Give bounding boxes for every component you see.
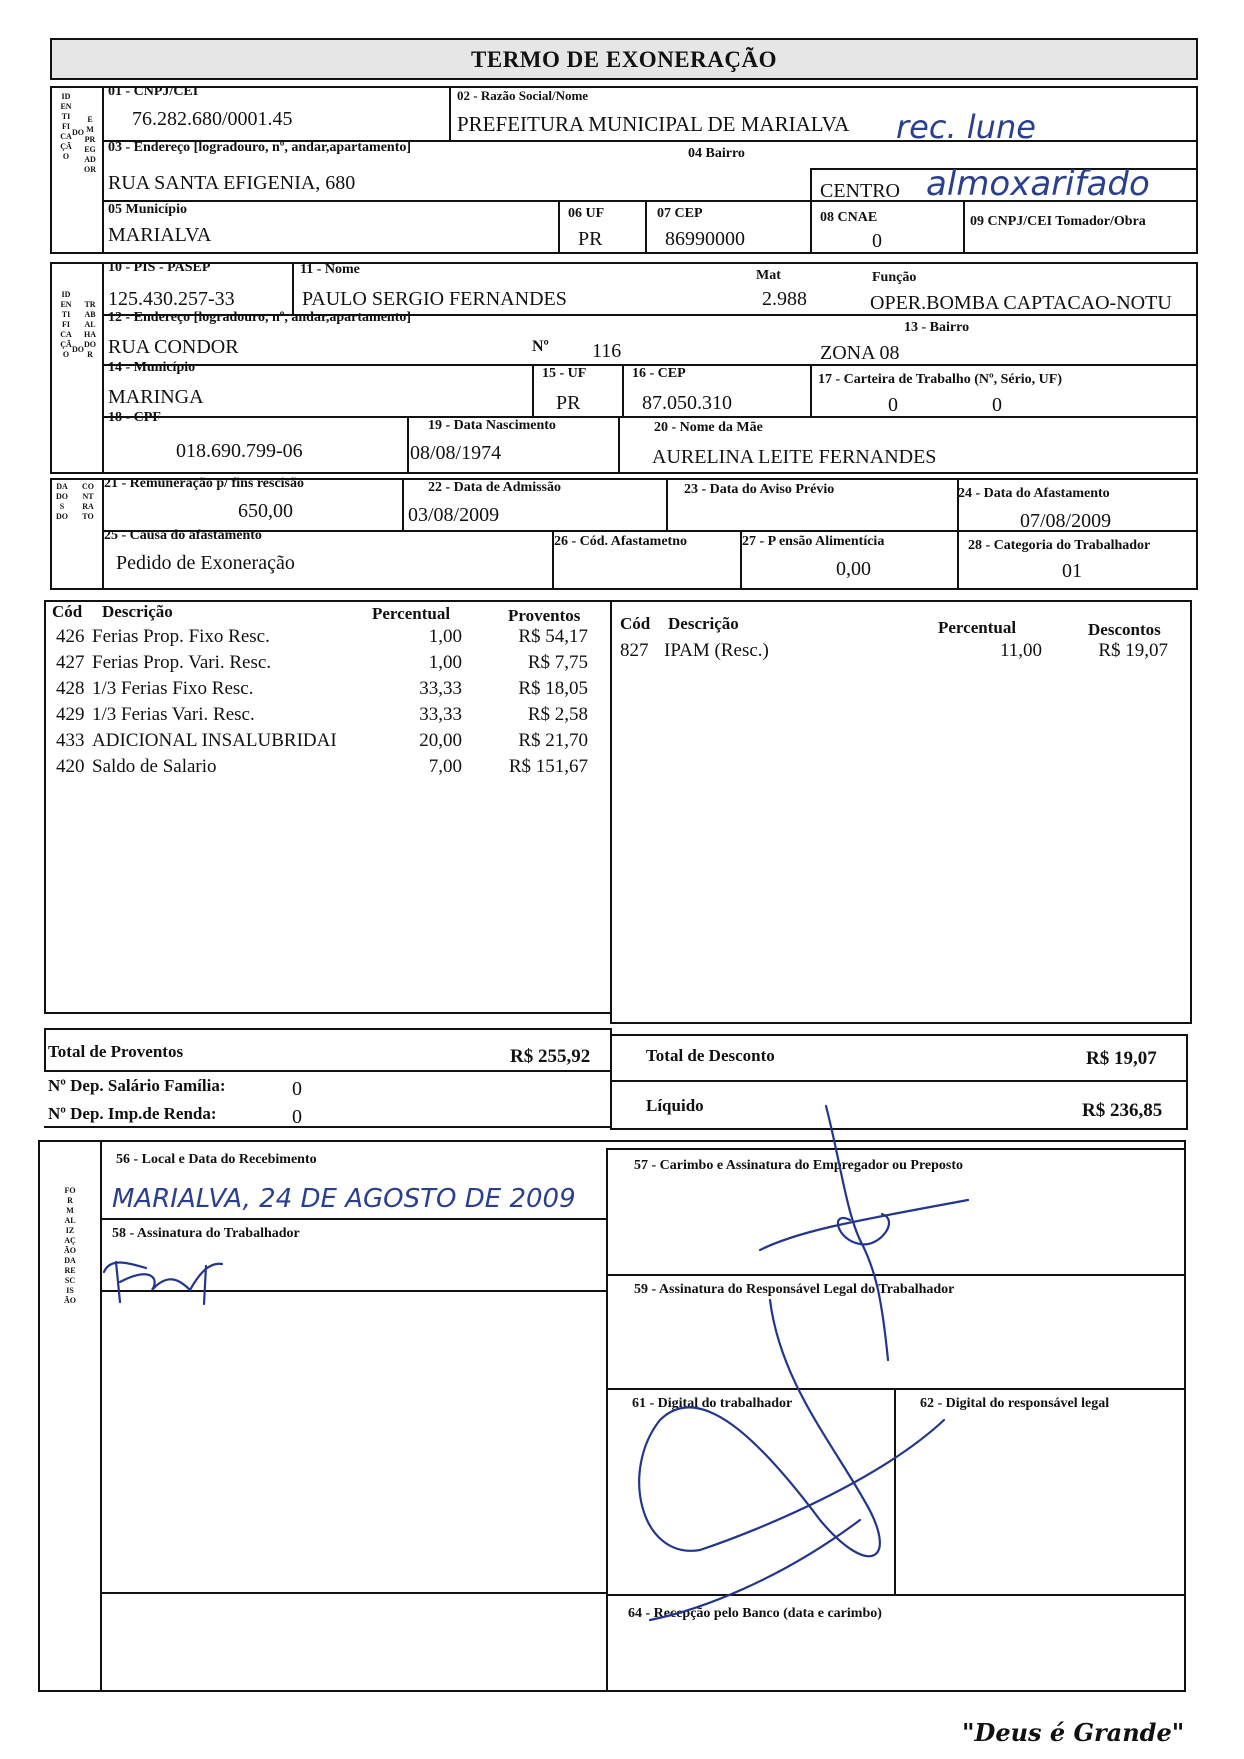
funcao-value: OPER.BOMBA CAPTACAO-NOTU xyxy=(870,292,1172,314)
field-04-label: 04 Bairro xyxy=(688,146,745,161)
earnings-header-cod: Cód xyxy=(52,602,83,621)
total-proventos-label: Total de Proventos xyxy=(48,1042,184,1061)
field-05-value: MARIALVA xyxy=(108,224,212,246)
earnings-row-val: R$ 18,05 xyxy=(518,678,588,699)
worker-side-label-right: TRABALHADOR xyxy=(84,300,96,359)
worker-side-label-left: IDENTIFICAÇÃO xyxy=(60,290,72,359)
earnings-row-perc: 20,00 xyxy=(419,730,462,751)
field-17-label: 17 - Carteira de Trabalho (Nº, Sério, UF) xyxy=(818,372,1063,387)
dep-imp-renda-value: 0 xyxy=(292,1106,302,1128)
field-56-handwriting: MARIALVA, 24 DE AGOSTO DE 2009 xyxy=(112,1184,576,1214)
field-08-value: 0 xyxy=(872,230,882,252)
field-19-label: 19 - Data Nascimento xyxy=(428,418,556,433)
field-64-label: 64 - Recepção pelo Banco (data e carimbo) xyxy=(628,1606,882,1621)
field-07-value: 86990000 xyxy=(665,228,745,250)
field-12-label: 12 - Endereço [logradouro, nº, andar,apartamento] xyxy=(108,310,412,325)
contract-side-label-left: DADOS DO xyxy=(56,482,68,521)
field-23-label: 23 - Data do Aviso Prévio xyxy=(684,482,835,497)
field-10-value: 125.430.257-33 xyxy=(108,288,235,310)
employer-side-label-left: IDENTIFICAÇÃO xyxy=(60,92,72,161)
formalization-section xyxy=(38,1140,1186,1692)
earnings-row-val: R$ 21,70 xyxy=(518,730,588,751)
field-62-label: 62 - Digital do responsável legal xyxy=(920,1396,1110,1411)
deductions-header-cod: Cód xyxy=(620,614,651,633)
field-06-value: PR xyxy=(578,228,603,250)
earnings-row-cod: 429 xyxy=(56,704,85,725)
field-02-value: PREFEITURA MUNICIPAL DE MARIALVA xyxy=(457,112,850,136)
earnings-row-val: R$ 151,67 xyxy=(508,756,588,777)
field-19-value: 08/08/1974 xyxy=(410,442,502,464)
field-22-label: 22 - Data de Admissão xyxy=(428,480,562,495)
field-28-value: 01 xyxy=(1062,560,1082,582)
earnings-row-cod: 433 xyxy=(56,730,85,751)
earnings-header-val: Proventos xyxy=(508,606,581,625)
dep-salario-familia-value: 0 xyxy=(292,1078,302,1100)
deduction-row-cod: 827 xyxy=(620,640,649,661)
employer-side-label-right: EMPREGADOR xyxy=(84,115,96,174)
field-05-label: 05 Município xyxy=(108,202,187,217)
field-02-label: 02 - Razão Social/Nome xyxy=(457,88,589,103)
field-24-label: 24 - Data do Afastamento xyxy=(958,486,1110,501)
field-14-label: 14 - Município xyxy=(108,360,196,375)
earnings-row-desc: 1/3 Ferias Vari. Resc. xyxy=(92,704,255,725)
earnings-row-val: R$ 54,17 xyxy=(518,626,588,647)
number-label: Nº xyxy=(532,338,549,355)
field-17-value-b: 0 xyxy=(992,394,1002,416)
field-13-value: ZONA 08 xyxy=(820,342,900,364)
field-20-label: 20 - Nome da Mãe xyxy=(654,420,763,435)
mat-value: 2.988 xyxy=(762,288,807,310)
field-01-value: 76.282.680/0001.45 xyxy=(132,108,293,130)
deduction-row-desc: IPAM (Resc.) xyxy=(664,640,769,661)
field-61-label: 61 - Digital do trabalhador xyxy=(632,1396,793,1411)
footer-motto: "Deus é Grande" xyxy=(962,1718,1185,1747)
field-21-label: 21 - Remuneração p/ fins rescisão xyxy=(104,476,304,491)
field-26-label: 26 - Cód. Afastametno xyxy=(554,534,687,549)
field-25-label: 25 - Causa do afastamento xyxy=(104,528,262,543)
field-12-value: RUA CONDOR xyxy=(108,336,239,358)
total-desconto-value: R$ 19,07 xyxy=(1086,1048,1157,1069)
field-20-value: AURELINA LEITE FERNANDES xyxy=(652,446,937,468)
deductions-header-val: Descontos xyxy=(1088,620,1161,639)
earnings-row-desc: ADICIONAL INSALUBRIDAI xyxy=(92,730,337,751)
field-56-label: 56 - Local e Data do Recebimento xyxy=(116,1152,317,1167)
field-59-label: 59 - Assinatura do Responsável Legal do Trabalhador xyxy=(634,1282,955,1297)
formalization-side-label: FORMALIZAÇÃO DA RESCISÃO xyxy=(64,1186,76,1305)
field-16-label: 16 - CEP xyxy=(632,366,686,381)
field-25-value: Pedido de Exoneração xyxy=(116,552,295,574)
document-title: TERMO DE EXONERAÇÃO xyxy=(50,38,1198,80)
field-58-label: 58 - Assinatura do Trabalhador xyxy=(112,1226,300,1241)
earnings-header-desc: Descrição xyxy=(102,602,173,621)
field-13-label: 13 - Bairro xyxy=(904,320,970,335)
earnings-row-cod: 428 xyxy=(56,678,85,699)
liquido-label: Líquido xyxy=(646,1096,704,1115)
field-03-label: 03 - Endereço [logradouro, nº, andar,apartamento] xyxy=(108,140,412,155)
field-17-value-a: 0 xyxy=(888,394,898,416)
earnings-row-desc: Ferias Prop. Vari. Resc. xyxy=(92,652,272,673)
earnings-row-desc: 1/3 Ferias Fixo Resc. xyxy=(92,678,254,699)
field-24-value: 07/08/2009 xyxy=(1020,510,1112,532)
field-04-value: CENTRO xyxy=(820,180,900,202)
employer-side-label-do: DO xyxy=(72,128,84,137)
contract-side-label-right: CONTRATO xyxy=(82,482,94,521)
field-15-value: PR xyxy=(556,392,581,414)
field-11-value: PAULO SERGIO FERNANDES xyxy=(302,288,567,310)
field-10-label: 10 - PIS - PASEP xyxy=(108,260,211,275)
mat-label: Mat xyxy=(756,268,781,283)
field-09-label: 09 CNPJ/CEI Tomador/Obra xyxy=(970,214,1146,229)
field-18-label: 18 - CPF xyxy=(108,410,161,425)
annotation-rec-line: rec. lune xyxy=(896,108,1036,146)
field-08-label: 08 CNAE xyxy=(820,210,878,225)
earnings-header-perc: Percentual xyxy=(372,604,451,623)
deductions-header-desc: Descrição xyxy=(668,614,739,633)
field-11-label: 11 - Nome xyxy=(300,262,360,277)
dep-salario-familia-label: Nº Dep. Salário Família: xyxy=(48,1076,226,1095)
earnings-row-perc: 33,33 xyxy=(419,678,462,699)
deductions-table xyxy=(610,600,1192,1024)
total-desconto-label: Total de Desconto xyxy=(646,1046,775,1065)
dep-imp-renda-label: Nº Dep. Imp.de Renda: xyxy=(48,1104,217,1123)
field-07-label: 07 CEP xyxy=(657,206,703,221)
annotation-almoxarifado: almoxarifado xyxy=(926,164,1150,204)
deduction-row-perc: 11,00 xyxy=(999,640,1042,661)
field-27-label: 27 - P ensão Alimentícia xyxy=(742,534,885,549)
field-03-value: RUA SANTA EFIGENIA, 680 xyxy=(108,172,356,194)
number-value: 116 xyxy=(592,340,622,362)
field-27-value: 0,00 xyxy=(836,558,871,580)
liquido-value: R$ 236,85 xyxy=(1082,1100,1163,1121)
earnings-row-perc: 33,33 xyxy=(419,704,462,725)
earnings-row-cod: 426 xyxy=(56,626,85,647)
field-06-label: 06 UF xyxy=(568,206,605,221)
field-14-value: MARINGA xyxy=(108,386,204,408)
funcao-label: Função xyxy=(872,270,917,285)
deductions-header-perc: Percentual xyxy=(938,618,1017,637)
earnings-row-cod: 420 xyxy=(56,756,85,777)
earnings-row-perc: 7,00 xyxy=(428,756,462,777)
field-01-label: 01 - CNPJ/CEI xyxy=(108,84,199,99)
field-15-label: 15 - UF xyxy=(542,366,587,381)
deduction-row-val: R$ 19,07 xyxy=(1098,640,1168,661)
earnings-row-perc: 1,00 xyxy=(428,626,462,647)
field-22-value: 03/08/2009 xyxy=(408,504,500,526)
earnings-row-desc: Ferias Prop. Fixo Resc. xyxy=(92,626,270,647)
field-57-label: 57 - Carimbo e Assinatura do Empregador ou Preposto xyxy=(634,1158,964,1173)
total-proventos-value: R$ 255,92 xyxy=(510,1046,591,1067)
earnings-row-perc: 1,00 xyxy=(428,652,462,673)
field-18-value: 018.690.799-06 xyxy=(176,440,303,462)
earnings-row-val: R$ 7,75 xyxy=(527,652,588,673)
worker-side-label-do: DO xyxy=(72,345,84,354)
field-28-label: 28 - Categoria do Trabalhador xyxy=(968,538,1151,553)
earnings-row-desc: Saldo de Salario xyxy=(92,756,217,777)
field-21-value: 650,00 xyxy=(238,500,293,522)
earnings-row-val: R$ 2,58 xyxy=(527,704,588,725)
field-16-value: 87.050.310 xyxy=(642,392,732,414)
earnings-row-cod: 427 xyxy=(56,652,85,673)
